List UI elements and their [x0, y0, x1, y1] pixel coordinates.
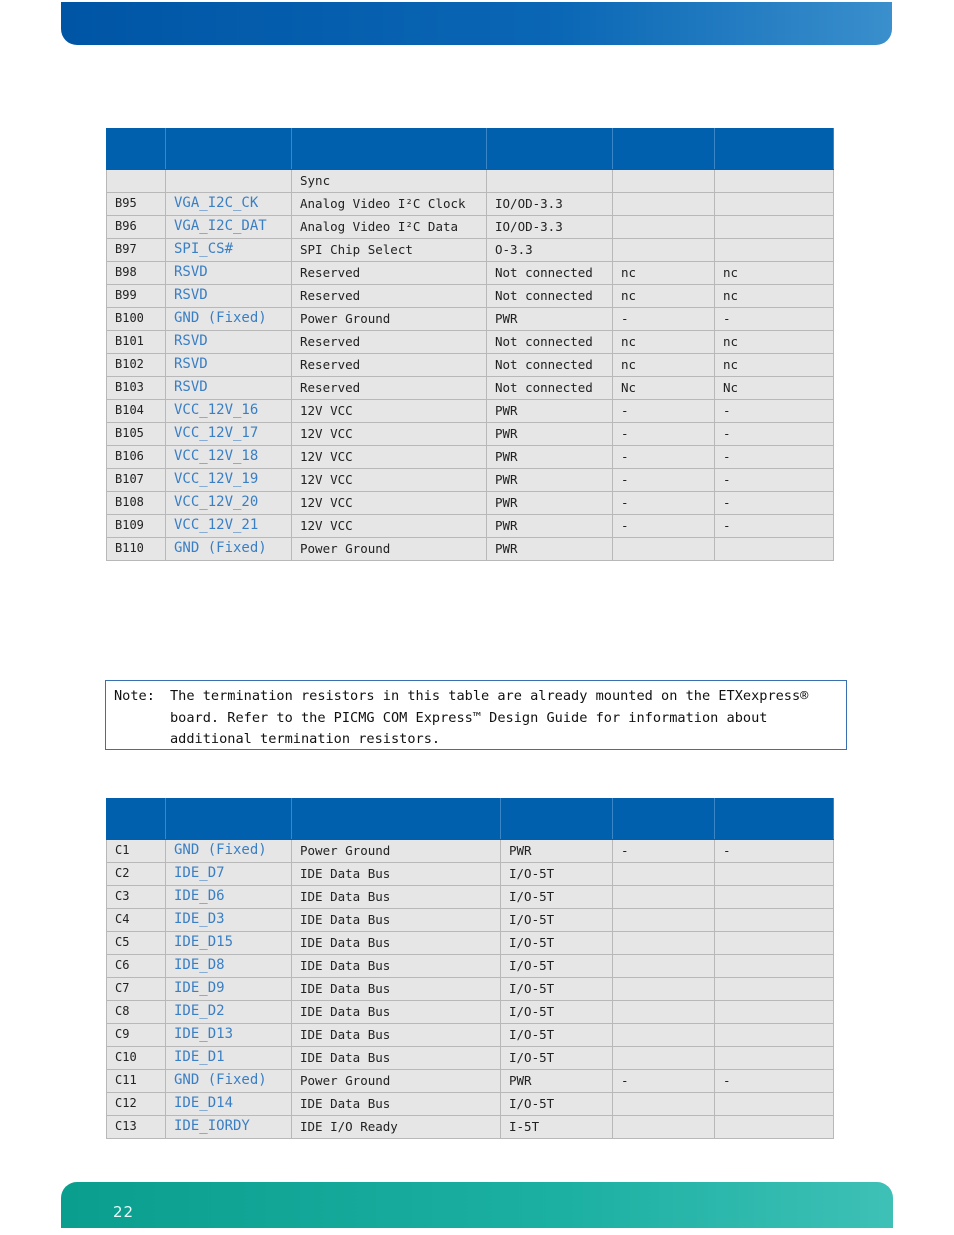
description-cell: SPI Chip Select [292, 239, 487, 262]
termination-cell: - [613, 1070, 715, 1093]
pin-cell: C9 [107, 1024, 166, 1047]
table-row [107, 285, 834, 308]
termination-cell: nc [613, 285, 715, 308]
pin-cell: B109 [107, 515, 166, 538]
description-cell: IDE Data Bus [292, 909, 501, 932]
comment-cell [715, 886, 834, 909]
pin-cell: B107 [107, 469, 166, 492]
pin-cell [107, 170, 166, 193]
signal-cell: GND (Fixed) [166, 1070, 292, 1093]
signal-cell: SPI_CS# [166, 239, 292, 262]
signal-cell: IDE_D3 [166, 909, 292, 932]
description-cell: 12V VCC [292, 423, 487, 446]
termination-cell: - [613, 308, 715, 331]
table-row [107, 193, 834, 216]
type-cell: PWR [487, 446, 613, 469]
comment-cell [715, 955, 834, 978]
comment-cell: - [715, 446, 834, 469]
signal-cell: VCC_12V_19 [166, 469, 292, 492]
termination-cell [613, 1093, 715, 1116]
pin-cell: B108 [107, 492, 166, 515]
termination-cell [613, 1024, 715, 1047]
table-row [107, 377, 834, 400]
type-cell: PWR [487, 515, 613, 538]
pin-cell: C8 [107, 1001, 166, 1024]
pin-cell: C5 [107, 932, 166, 955]
table-header [107, 129, 834, 170]
pin-cell: C1 [107, 840, 166, 863]
comment-cell: - [715, 400, 834, 423]
comment-cell [715, 216, 834, 239]
table-row [107, 909, 834, 932]
description-cell: Reserved [292, 262, 487, 285]
type-cell: PWR [487, 308, 613, 331]
pin-cell: B103 [107, 377, 166, 400]
type-cell: I/O-5T [501, 1001, 613, 1024]
description-cell: Analog Video I²C Data [292, 216, 487, 239]
pin-cell: B97 [107, 239, 166, 262]
pin-cell: C11 [107, 1070, 166, 1093]
pin-cell: B101 [107, 331, 166, 354]
termination-cell [613, 170, 715, 193]
description-cell: Reserved [292, 331, 487, 354]
signal-cell: VCC_12V_18 [166, 446, 292, 469]
comment-cell: nc [715, 262, 834, 285]
pin-cell: C12 [107, 1093, 166, 1116]
termination-cell [613, 886, 715, 909]
type-cell: PWR [487, 469, 613, 492]
signal-cell: IDE_D2 [166, 1001, 292, 1024]
description-cell: IDE Data Bus [292, 932, 501, 955]
termination-cell [613, 1001, 715, 1024]
type-cell: PWR [487, 492, 613, 515]
type-cell: Not connected [487, 354, 613, 377]
pin-cell: B95 [107, 193, 166, 216]
table-row [107, 492, 834, 515]
table-row [107, 400, 834, 423]
table-row [107, 239, 834, 262]
comment-cell: nc [715, 285, 834, 308]
comment-cell: - [715, 1070, 834, 1093]
table-row [107, 1024, 834, 1047]
signal-cell: GND (Fixed) [166, 308, 292, 331]
signal-cell: GND (Fixed) [166, 840, 292, 863]
type-cell: Not connected [487, 262, 613, 285]
description-cell: IDE Data Bus [292, 978, 501, 1001]
pinout-table-c [106, 798, 834, 1139]
table-row [107, 538, 834, 561]
note-text: The termination resistors in this table are already mounted on the ETXexpress® board. Refer to the PICMG COM Express™ Design Guide for information about additional termination resistors. [170, 688, 809, 747]
termination-cell [613, 216, 715, 239]
type-cell: I-5T [501, 1116, 613, 1139]
type-cell: PWR [487, 538, 613, 561]
comment-cell [715, 170, 834, 193]
comment-cell [715, 1001, 834, 1024]
table-row [107, 331, 834, 354]
comment-cell: - [715, 492, 834, 515]
pin-cell: B102 [107, 354, 166, 377]
description-cell: Reserved [292, 377, 487, 400]
signal-cell: IDE_D15 [166, 932, 292, 955]
table-row [107, 1116, 834, 1139]
comment-cell [715, 1093, 834, 1116]
table-row [107, 840, 834, 863]
table-row [107, 170, 834, 193]
description-cell: IDE Data Bus [292, 955, 501, 978]
description-cell: IDE I/O Ready [292, 1116, 501, 1139]
signal-cell: VGA_I2C_DAT [166, 216, 292, 239]
comment-cell [715, 932, 834, 955]
type-cell: I/O-5T [501, 863, 613, 886]
termination-cell: Nc [613, 377, 715, 400]
type-cell: Not connected [487, 377, 613, 400]
termination-cell [613, 863, 715, 886]
type-cell: I/O-5T [501, 886, 613, 909]
termination-cell: - [613, 446, 715, 469]
pin-cell: C4 [107, 909, 166, 932]
note-label: Note: [114, 688, 155, 704]
termination-cell [613, 1116, 715, 1139]
pin-cell: C6 [107, 955, 166, 978]
description-cell: 12V VCC [292, 492, 487, 515]
pin-cell: C2 [107, 863, 166, 886]
description-cell: 12V VCC [292, 446, 487, 469]
termination-cell: - [613, 400, 715, 423]
signal-cell: RSVD [166, 377, 292, 400]
termination-cell: - [613, 469, 715, 492]
termination-cell [613, 978, 715, 1001]
table-row [107, 1047, 834, 1070]
table-row [107, 955, 834, 978]
pin-cell: B104 [107, 400, 166, 423]
type-cell: I/O-5T [501, 1047, 613, 1070]
signal-cell: RSVD [166, 354, 292, 377]
pin-cell: C3 [107, 886, 166, 909]
signal-cell: VCC_12V_21 [166, 515, 292, 538]
comment-cell [715, 1047, 834, 1070]
type-cell: PWR [501, 840, 613, 863]
table-row [107, 932, 834, 955]
type-cell: IO/OD-3.3 [487, 216, 613, 239]
description-cell: Reserved [292, 285, 487, 308]
table-row [107, 863, 834, 886]
comment-cell: - [715, 840, 834, 863]
description-cell: Reserved [292, 354, 487, 377]
description-cell: IDE Data Bus [292, 863, 501, 886]
pin-cell: B106 [107, 446, 166, 469]
pin-cell: B110 [107, 538, 166, 561]
comment-cell [715, 978, 834, 1001]
termination-cell: nc [613, 354, 715, 377]
termination-cell: nc [613, 331, 715, 354]
table-row [107, 262, 834, 285]
comment-cell [715, 239, 834, 262]
comment-cell: - [715, 423, 834, 446]
termination-cell [613, 932, 715, 955]
type-cell: I/O-5T [501, 1093, 613, 1116]
pin-cell: B105 [107, 423, 166, 446]
signal-cell: IDE_D6 [166, 886, 292, 909]
page-number: 22 [113, 1203, 135, 1221]
signal-cell: IDE_IORDY [166, 1116, 292, 1139]
termination-cell [613, 909, 715, 932]
signal-cell: VGA_I2C_CK [166, 193, 292, 216]
description-cell: Power Ground [292, 538, 487, 561]
signal-cell [166, 170, 292, 193]
termination-cell: - [613, 840, 715, 863]
type-cell: O-3.3 [487, 239, 613, 262]
pin-cell: B99 [107, 285, 166, 308]
type-cell: Not connected [487, 331, 613, 354]
signal-cell: IDE_D13 [166, 1024, 292, 1047]
pin-cell: C7 [107, 978, 166, 1001]
bottom-banner [61, 1182, 893, 1228]
table-row [107, 216, 834, 239]
pinout-table-b [106, 128, 834, 561]
signal-cell: GND (Fixed) [166, 538, 292, 561]
comment-cell [715, 193, 834, 216]
termination-cell [613, 193, 715, 216]
type-cell: Not connected [487, 285, 613, 308]
termination-cell [613, 955, 715, 978]
table-body [107, 170, 834, 561]
comment-cell [715, 538, 834, 561]
comment-cell [715, 863, 834, 886]
signal-cell: IDE_D14 [166, 1093, 292, 1116]
type-cell: PWR [487, 423, 613, 446]
type-cell: PWR [501, 1070, 613, 1093]
signal-cell: RSVD [166, 285, 292, 308]
comment-cell [715, 1024, 834, 1047]
signal-cell: IDE_D7 [166, 863, 292, 886]
comment-cell [715, 909, 834, 932]
signal-cell: IDE_D9 [166, 978, 292, 1001]
table-row [107, 308, 834, 331]
comment-cell: - [715, 469, 834, 492]
table-row [107, 354, 834, 377]
comment-cell [715, 1116, 834, 1139]
termination-cell: nc [613, 262, 715, 285]
description-cell: Analog Video I²C Clock [292, 193, 487, 216]
signal-cell: VCC_12V_16 [166, 400, 292, 423]
description-cell: Power Ground [292, 308, 487, 331]
type-cell: I/O-5T [501, 955, 613, 978]
signal-cell: IDE_D1 [166, 1047, 292, 1070]
table-row [107, 978, 834, 1001]
top-banner [61, 2, 892, 45]
table-body [107, 840, 834, 1139]
comment-cell: nc [715, 354, 834, 377]
table-row [107, 886, 834, 909]
type-cell: I/O-5T [501, 978, 613, 1001]
description-cell: Power Ground [292, 1070, 501, 1093]
comment-cell: nc [715, 331, 834, 354]
table-row [107, 1093, 834, 1116]
description-cell: Sync [292, 170, 487, 193]
description-cell: IDE Data Bus [292, 1001, 501, 1024]
signal-cell: RSVD [166, 331, 292, 354]
termination-cell: - [613, 492, 715, 515]
table-row [107, 423, 834, 446]
signal-cell: RSVD [166, 262, 292, 285]
description-cell: IDE Data Bus [292, 886, 501, 909]
type-cell: I/O-5T [501, 909, 613, 932]
description-cell: IDE Data Bus [292, 1024, 501, 1047]
signal-cell: VCC_12V_17 [166, 423, 292, 446]
description-cell: IDE Data Bus [292, 1047, 501, 1070]
comment-cell: Nc [715, 377, 834, 400]
type-cell: PWR [487, 400, 613, 423]
termination-cell [613, 1047, 715, 1070]
description-cell: IDE Data Bus [292, 1093, 501, 1116]
pin-cell: B100 [107, 308, 166, 331]
pin-cell: B98 [107, 262, 166, 285]
description-cell: 12V VCC [292, 469, 487, 492]
table-row [107, 469, 834, 492]
type-cell [487, 170, 613, 193]
signal-cell: VCC_12V_20 [166, 492, 292, 515]
description-cell: 12V VCC [292, 515, 487, 538]
type-cell: I/O-5T [501, 932, 613, 955]
table-row [107, 515, 834, 538]
pin-cell: B96 [107, 216, 166, 239]
comment-cell: - [715, 308, 834, 331]
termination-cell [613, 538, 715, 561]
termination-cell: - [613, 515, 715, 538]
termination-cell [613, 239, 715, 262]
type-cell: I/O-5T [501, 1024, 613, 1047]
pin-cell: C13 [107, 1116, 166, 1139]
description-cell: Power Ground [292, 840, 501, 863]
table-header [107, 799, 834, 840]
table-row [107, 446, 834, 469]
table-row [107, 1001, 834, 1024]
pin-cell: C10 [107, 1047, 166, 1070]
note-box [105, 680, 847, 750]
termination-cell: - [613, 423, 715, 446]
type-cell: IO/OD-3.3 [487, 193, 613, 216]
table-row [107, 1070, 834, 1093]
signal-cell: IDE_D8 [166, 955, 292, 978]
comment-cell: - [715, 515, 834, 538]
description-cell: 12V VCC [292, 400, 487, 423]
